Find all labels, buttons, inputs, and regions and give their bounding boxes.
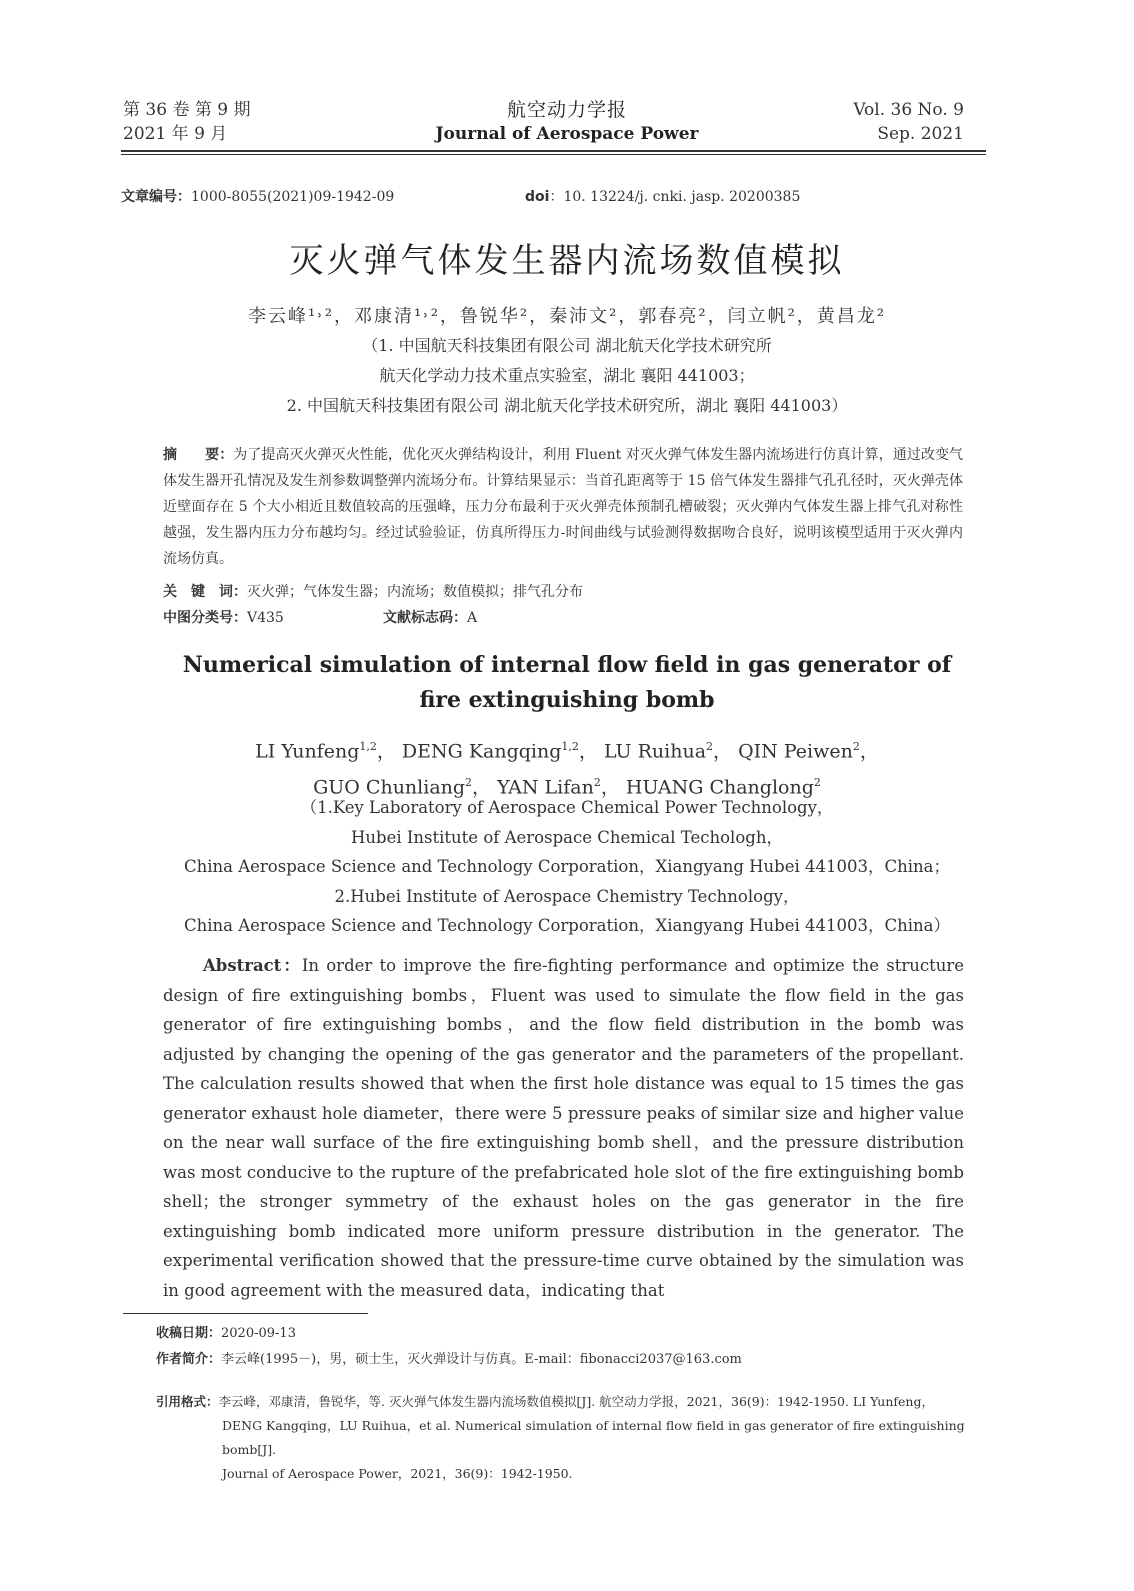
author-en-affil: 2 bbox=[852, 740, 860, 753]
keywords-cn-text: 灭火弹；气体发生器；内流场；数值模拟；排气孔分布 bbox=[247, 584, 583, 600]
abstract-cn-label: 摘 要： bbox=[163, 447, 234, 463]
doi bbox=[525, 186, 800, 206]
affiliation-en-line: Hubei Institute of Aerospace Chemical Techologh， bbox=[351, 827, 783, 847]
citation-label: 引用格式： bbox=[156, 1394, 219, 1409]
affiliation-cn-line3: 2. 中国航天科技集团有限公司 湖北航天化学技术研究所，湖北 襄阳 441003） bbox=[286, 396, 848, 415]
title-en-line1: Numerical simulation of internal flow field in gas generator of bbox=[182, 652, 952, 678]
affiliation-en-line: China Aerospace Science and Technology Corporation，Xiangyang Hubei 441003，China； bbox=[184, 857, 950, 876]
affiliation-en bbox=[0, 793, 1134, 941]
received-date-label: 收稿日期： bbox=[156, 1326, 222, 1341]
affiliation-en-line: （1.Key Laboratory of Aerospace Chemical Power Technology， bbox=[300, 798, 834, 817]
received-date-value: 2020-09-13 bbox=[221, 1326, 296, 1341]
header-rule-thin bbox=[121, 154, 986, 155]
affiliation-cn-line1: （1. 中国航天科技集团有限公司 湖北航天化学技术研究所 bbox=[362, 336, 772, 355]
header-date-cn: 2021 年 9 月 bbox=[123, 124, 228, 144]
author-en-affil: 2 bbox=[593, 776, 601, 790]
author-en-affil: 2 bbox=[465, 776, 473, 790]
authors-cn: 李云峰¹˒²，邓康清¹˒²，鲁锐华²，秦沛文²，郭春亮²，闫立帆²，黄昌龙² bbox=[248, 306, 886, 327]
author-en: LU Ruihua bbox=[603, 740, 707, 763]
affiliation-cn-line2: 航天化学动力技术重点实验室，湖北 襄阳 441003； bbox=[379, 366, 755, 385]
header-volume-cn: 第 36 卷 第 9 期 bbox=[123, 100, 251, 120]
citation bbox=[156, 1390, 986, 1486]
document-code bbox=[383, 607, 477, 627]
authors-en-line2: GUO Chunliang$^2$， YAN Lifan$^2$， HUANG Changlong$^2$ bbox=[313, 776, 821, 799]
abstract-cn bbox=[163, 442, 963, 572]
title-cn: 灭火弹气体发生器内流场数值模拟 bbox=[289, 241, 845, 281]
author-en: HUANG Changlong bbox=[625, 776, 814, 799]
document-code-value: A bbox=[467, 610, 478, 626]
abstract-en-label: Abstract： bbox=[203, 956, 302, 975]
header-rule-thick bbox=[121, 150, 986, 152]
article-number-value: 1000-8055(2021)09-1942-09 bbox=[191, 189, 395, 205]
header-date-en: Sep. 2021 bbox=[877, 124, 964, 144]
header-volume-en: Vol. 36 No. 9 bbox=[853, 100, 964, 120]
header-volume-info bbox=[853, 98, 964, 146]
citation-line1: 李云峰，邓康清，鲁锐华，等. 灭火弹气体发生器内流场数值模拟[J]. 航空动力学报，2021，36(9)：1942-1950. LI Yunfeng， bbox=[218, 1394, 934, 1409]
author-bio-text: 李云峰(1995－)，男，硕士生，灭火弹设计与仿真。E-mail：fibonacci2037@163.com bbox=[221, 1352, 742, 1367]
clc-label: 中图分类号： bbox=[163, 610, 247, 626]
article-number bbox=[121, 186, 394, 206]
author-en-affil: 2 bbox=[813, 776, 821, 790]
abstract-en-text: In order to improve the fire-fighting performance and optimize the structure design of fire extinguishing bombs，Fluent was used to simulate the flow field in the gas generator of fire extinguishing bombs，and the flow field distribution in the bomb was adjusted by changing the opening of the gas generator and the parameters of the propellant. The calculation results showed that when the first hole distance was equal to 15 times the gas generator exhaust hole diameter，there were 5 pressure peaks of similar size and higher value on the near wall surface of the fire extinguishing bomb shell，and the pressure distribution was most conducive to the rupture of the prefabricated hole slot of the fire extinguishing bomb shell；the stronger symmetry of the exhaust holes on the gas generator in the fire extinguishing bomb indicated more uniform pressure distribution in the generator. The experimental verification showed that the pressure-time curve obtained by the simulation was in good agreement with the measured data，indicating that bbox=[163, 956, 964, 1300]
author-en: LI Yunfeng bbox=[255, 740, 360, 763]
affiliation-en-line: 2.Hubei Institute of Aerospace Chemistry Technology， bbox=[334, 886, 800, 906]
author-bio bbox=[156, 1349, 742, 1371]
citation-line3: Journal of Aerospace Power，2021，36(9)：1942-1950. bbox=[222, 1466, 573, 1481]
document-code-label: 文献标志码： bbox=[383, 610, 467, 626]
citation-line2: DENG Kangqing，LU Ruihua，et al. Numerical simulation of internal flow field in gas generator of fire extinguishing bomb[J]. bbox=[222, 1418, 965, 1457]
author-bio-label: 作者简介： bbox=[156, 1352, 222, 1367]
author-en-affil: 2 bbox=[706, 740, 714, 753]
author-en: DENG Kangqing bbox=[401, 740, 562, 763]
abstract-cn-text: 为了提高灭火弹灭火性能，优化灭火弹结构设计，利用 Fluent 对灭火弹气体发生器内流场进行仿真计算，通过改变气体发生器开孔情况及发生剂参数调整弹内流场分布。计算结果显示：当首孔距离等于 15 倍气体发生器排气孔孔径时，灭火弹壳体近壁面存在 5 个大小相近且数值较高的压强峰，压力分布最利于灭火弹壳体预制孔槽破裂；灭火弹内气体发生器上排气孔对称性越强，发生器内压力分布越均匀。经过试验验证，仿真所得压力-时间曲线与试验测得数据吻合良好，说明该模型适用于灭火弹内流场仿真。 bbox=[163, 447, 963, 567]
author-en: GUO Chunliang bbox=[313, 776, 466, 799]
doi-value: ：10. 13224/j. cnki. jasp. 20200385 bbox=[549, 189, 801, 205]
authors-en-line1: LI Yunfeng$^{1,2}$， DENG Kangqing$^{1,2}$， LU Ruihua$^2$， QIN Peiwen$^2$， bbox=[255, 740, 879, 763]
received-date bbox=[156, 1323, 296, 1345]
abstract-en bbox=[163, 951, 964, 1305]
affiliation-en-line: China Aerospace Science and Technology Corporation，Xiangyang Hubei 441003，China） bbox=[184, 916, 950, 935]
clc-number bbox=[163, 607, 284, 627]
footnote-rule bbox=[123, 1313, 368, 1314]
keywords-cn bbox=[163, 581, 583, 601]
article-number-label: 文章编号： bbox=[121, 189, 191, 205]
keywords-cn-label: 关 键 词： bbox=[163, 584, 247, 600]
author-en: QIN Peiwen bbox=[738, 740, 853, 763]
title-en-line2: fire extinguishing bomb bbox=[419, 687, 715, 713]
doi-label: doi bbox=[525, 189, 550, 205]
author-en-affil: 1,2 bbox=[359, 740, 377, 753]
author-en: YAN Lifan bbox=[497, 776, 594, 799]
title-en bbox=[0, 648, 1134, 718]
clc-value: V435 bbox=[247, 610, 284, 626]
author-en-affil: 1,2 bbox=[561, 740, 579, 753]
journal-name-cn: 航空动力学报 bbox=[506, 99, 627, 121]
journal-name-en: Journal of Aerospace Power bbox=[435, 124, 699, 144]
